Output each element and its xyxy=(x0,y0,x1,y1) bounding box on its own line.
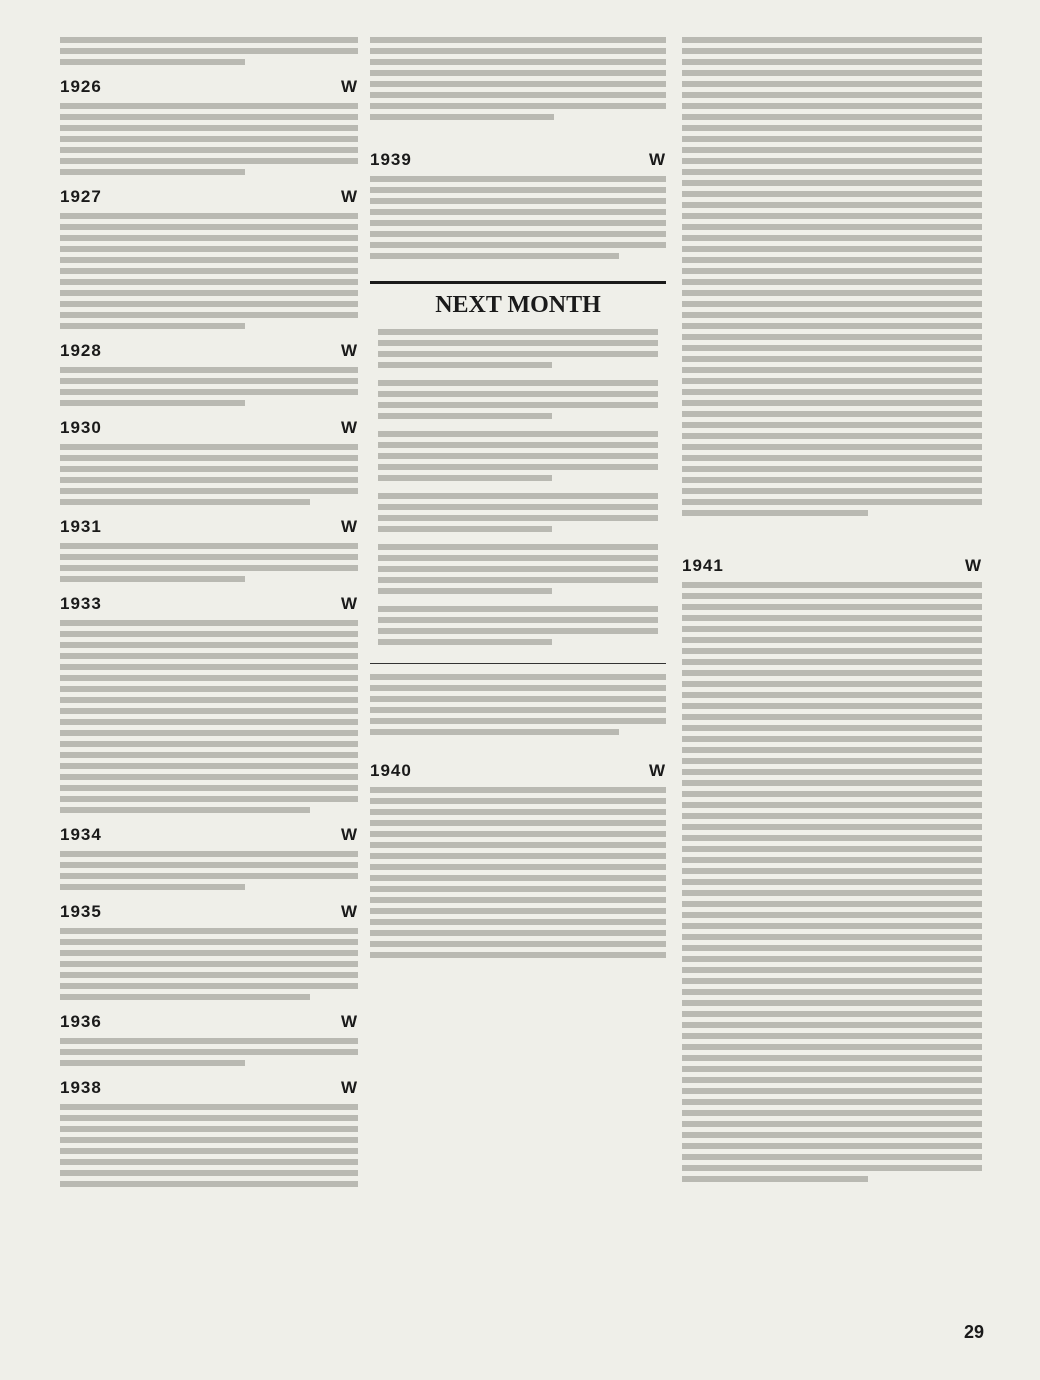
box-rule xyxy=(370,663,666,664)
body-text-placeholder xyxy=(60,37,358,65)
middle-column xyxy=(370,32,666,963)
next-month-item xyxy=(378,606,658,645)
class-heading: 1941 W xyxy=(682,556,982,575)
next-month-item xyxy=(378,380,658,419)
box-rule xyxy=(370,281,666,284)
next-month-item xyxy=(378,329,658,368)
class-heading: 1930 W xyxy=(60,418,358,437)
next-month-item xyxy=(378,431,658,481)
class-heading: 1940 W xyxy=(370,761,666,780)
class-heading: 1933 W xyxy=(60,594,358,613)
class-heading: 1931 W xyxy=(60,517,358,536)
next-month-title: NEXT MONTH xyxy=(435,292,601,318)
right-column xyxy=(682,32,982,1187)
class-heading: 1927 W xyxy=(60,187,358,206)
next-month-item xyxy=(378,544,658,594)
class-heading: 1936 W xyxy=(60,1012,358,1031)
class-heading: 1939 W xyxy=(370,150,666,169)
class-heading: 1928 W xyxy=(60,341,358,360)
class-heading: 1935 W xyxy=(60,902,358,921)
class-heading: 1934 W xyxy=(60,825,358,844)
next-month-item xyxy=(378,493,658,532)
left-column xyxy=(60,32,358,1192)
class-heading: 1926 W xyxy=(60,77,358,96)
page-number: 29 xyxy=(963,1322,984,1342)
class-heading: 1938 W xyxy=(60,1078,358,1097)
